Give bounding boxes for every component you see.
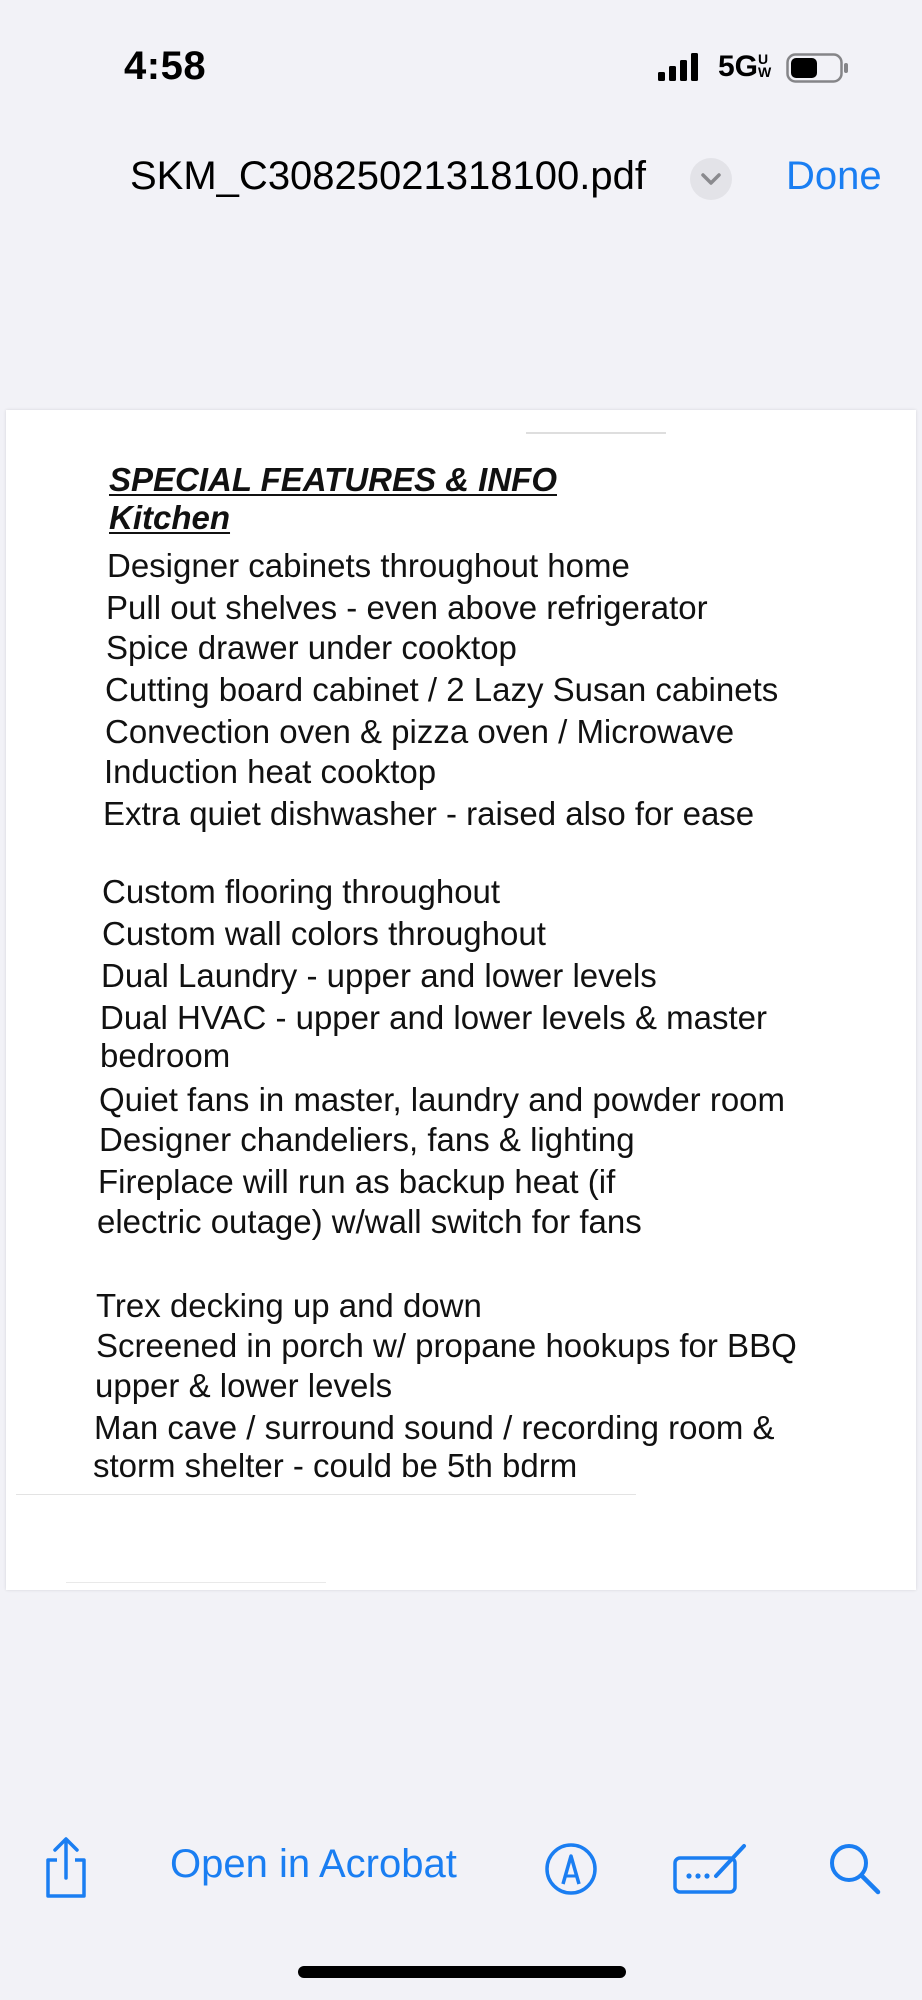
feature-line: Quiet fans in master, laundry and powder room — [99, 1081, 786, 1118]
feature-line: Designer cabinets throughout home — [107, 547, 630, 584]
feature-line: Extra quiet dishwasher - raised also for ease — [103, 795, 755, 832]
title-menu-button[interactable] — [690, 158, 732, 200]
status-time: 4:58 — [124, 44, 207, 88]
chevron-down-icon — [690, 158, 732, 200]
feature-line: Fireplace will run as backup heat (if — [98, 1163, 616, 1200]
document-title[interactable]: SKM_C30825021318100.pdf — [130, 154, 646, 198]
feature-line: Spice drawer under cooktop — [106, 629, 517, 666]
feature-line: Designer chandeliers, fans & lighting — [99, 1121, 635, 1158]
feature-line: Trex decking up and down — [96, 1287, 482, 1324]
share-icon[interactable] — [40, 1836, 92, 1900]
battery-icon — [786, 52, 850, 84]
status-bar — [0, 0, 922, 130]
feature-line: storm shelter - could be 5th bdrm — [93, 1447, 578, 1484]
signal-strength-icon — [656, 52, 704, 82]
feature-line: Dual Laundry - upper and lower levels — [101, 957, 657, 994]
feature-line: bedroom — [100, 1037, 231, 1074]
feature-line: Screened in porch w/ propane hookups for BBQ — [96, 1327, 797, 1364]
feature-line: upper & lower levels — [95, 1367, 393, 1404]
done-button[interactable]: Done — [786, 154, 882, 198]
feature-line: Custom flooring throughout — [102, 873, 501, 910]
bottom-toolbar — [0, 1820, 922, 1920]
feature-line: Dual HVAC - upper and lower levels & master — [100, 999, 767, 1036]
network-superscript: UW — [758, 51, 772, 80]
feature-line: Pull out shelves - even above refrigerator — [106, 589, 708, 626]
section-heading-kitchen: Kitchen — [109, 499, 231, 536]
feature-line: Induction heat cooktop — [104, 753, 437, 790]
document-body — [6, 410, 916, 1590]
sign-icon[interactable] — [672, 1840, 750, 1896]
document-heading: SPECIAL FEATURES & INFO — [109, 461, 557, 498]
pdf-page[interactable] — [6, 410, 916, 1590]
feature-line: electric outage) w/wall switch for fans — [97, 1203, 642, 1240]
network-label: 5G — [718, 50, 759, 83]
feature-line: Convection oven & pizza oven / Microwave — [105, 713, 735, 750]
search-icon[interactable] — [826, 1840, 882, 1896]
feature-line: Man cave / surround sound / recording room & — [94, 1409, 775, 1446]
feature-line: Cutting board cabinet / 2 Lazy Susan cabinets — [105, 671, 779, 708]
open-in-acrobat-button[interactable]: Open in Acrobat — [170, 1842, 457, 1886]
home-indicator[interactable] — [298, 1966, 626, 1978]
feature-line: Custom wall colors throughout — [102, 915, 546, 952]
nav-bar — [0, 140, 922, 220]
network-type — [718, 50, 772, 84]
markup-pen-icon[interactable] — [544, 1842, 598, 1896]
